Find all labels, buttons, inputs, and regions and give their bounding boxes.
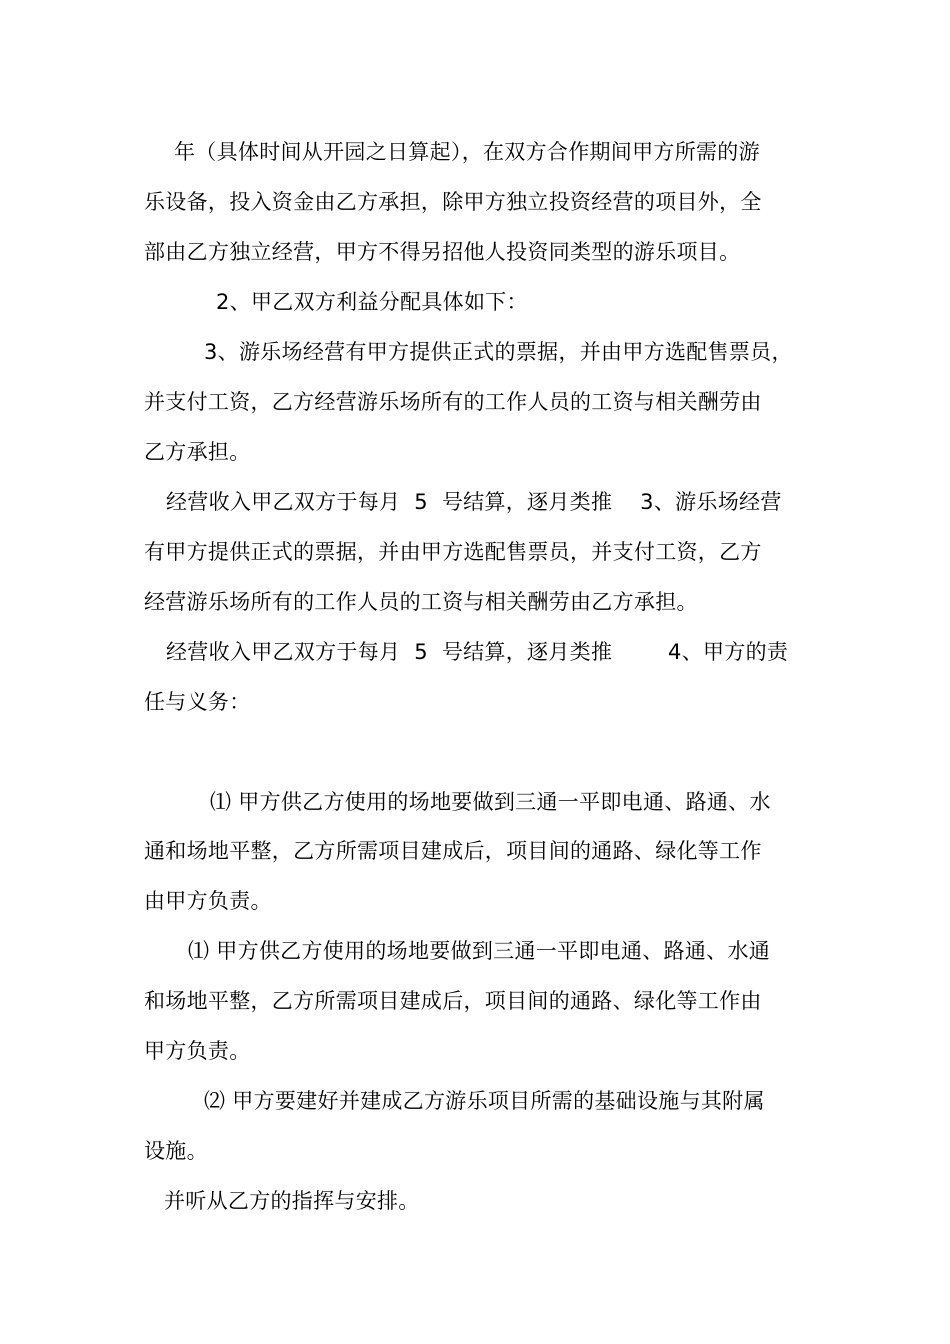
text-line: 设施。 — [144, 1139, 208, 1163]
text-line: 并支付工资，乙方经营游乐场所有的工作人员的工资与相关酬劳由 — [144, 390, 762, 414]
text-line: ⑵ 甲方要建好并建成乙方游乐项目所需的基础设施与其附属 — [204, 1089, 765, 1113]
text-line: 任与义务： — [144, 690, 251, 714]
text-line: 年（具体时间从开园之日算起），在双方合作期间甲方所需的游 — [174, 140, 760, 164]
text-line: 经营收入甲乙双方于每月 5 号结算，逐月类推 3、游乐场经营 — [166, 490, 782, 514]
text-line: 有甲方提供正式的票据，并由甲方选配售票员，并支付工资，乙方 — [144, 540, 762, 564]
text-line: 通和场地平整，乙方所需项目建成后，项目间的通路、绿化等工作 — [144, 839, 762, 863]
text-line: 乐设备，投入资金由乙方承担，除甲方独立投资经营的项目外，全 — [144, 190, 762, 214]
text-line: 3、游乐场经营有甲方提供正式的票据，并由甲方选配售票员， — [204, 340, 793, 364]
text-line: 2、甲乙双方利益分配具体如下： — [216, 290, 528, 314]
text-line: 并听从乙方的指挥与安排。 — [164, 1189, 420, 1213]
text-line: 由甲方负责。 — [144, 889, 272, 913]
text-line: 和场地平整，乙方所需项目建成后，项目间的通路、绿化等工作由 — [144, 989, 762, 1013]
text-line: ⑴ 甲方供乙方使用的场地要做到三通一平即电通、路通、水 — [210, 790, 771, 814]
text-line: ⑴ 甲方供乙方使用的场地要做到三通一平即电通、路通、水通 — [188, 939, 771, 963]
text-line: 乙方承担。 — [144, 440, 251, 464]
text-line: 经营收入甲乙双方于每月 5 号结算，逐月类推 4、甲方的责 — [166, 640, 789, 664]
text-line: 经营游乐场所有的工作人员的工资与相关酬劳由乙方承担。 — [144, 590, 698, 614]
text-line: 甲方负责。 — [144, 1039, 251, 1063]
text-line: 部由乙方独立经营，甲方不得另招他人投资同类型的游乐项目。 — [144, 240, 741, 264]
